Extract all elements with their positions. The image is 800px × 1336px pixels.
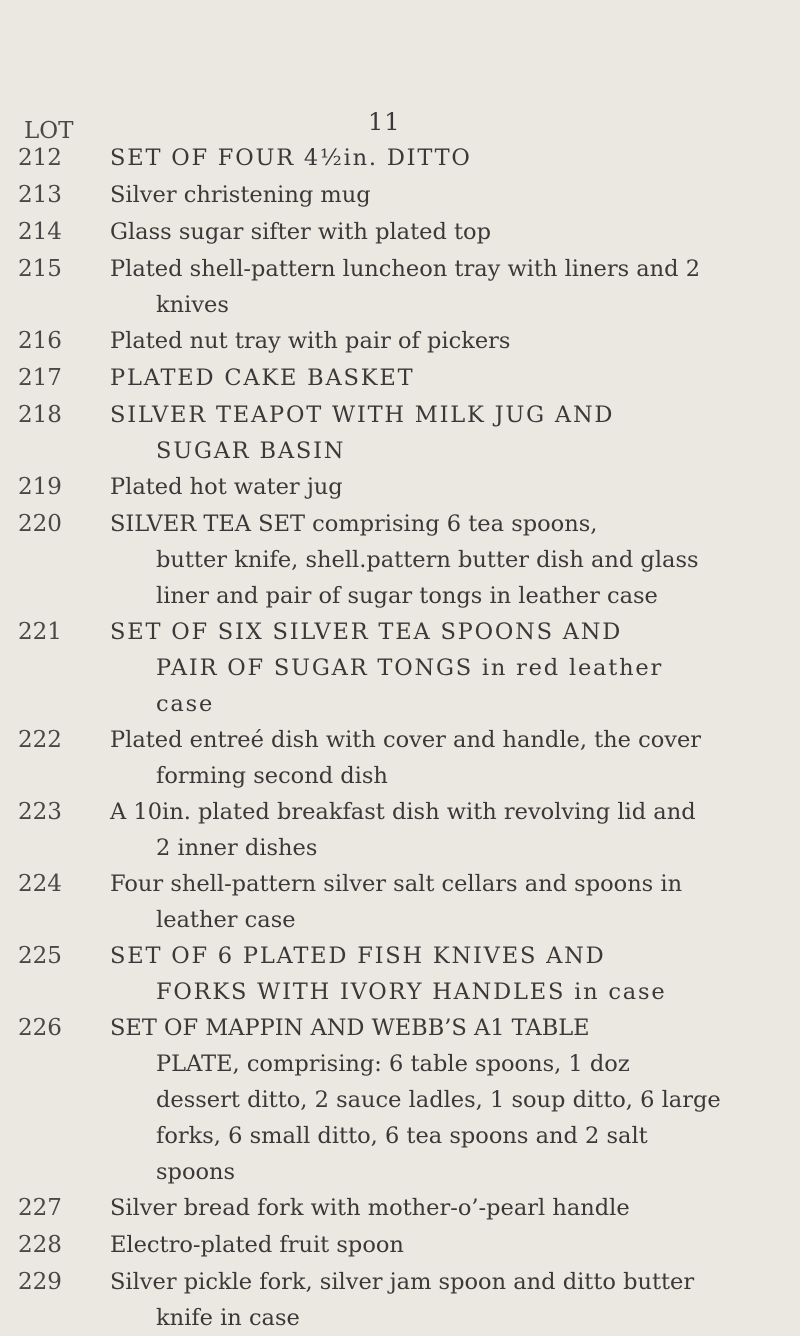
lot-entry [0,1264,800,1336]
lot-description [82,214,800,250]
lot-entry [0,938,800,1010]
lot-description [82,1264,800,1336]
lot-number: 220 [18,511,62,537]
lot-number: 226 [18,1015,62,1041]
lot-entry [0,866,800,938]
lot-number: 224 [18,871,62,897]
lot-entry [0,1010,800,1190]
lot-description [82,177,800,213]
lot-description [82,938,800,1010]
lot-number: 219 [18,474,62,500]
lot-description-line: case [156,691,215,717]
lot-description-line: butter knife, shell.pattern butter dish and glass [156,547,699,573]
lot-entry [0,1190,800,1227]
lot-number: 212 [18,145,62,171]
lot-number: 225 [18,943,62,969]
lot-description-line: dessert ditto, 2 sauce ladles, 1 soup ditto, 6 large [156,1087,721,1113]
lot-description-line: SUGAR BASIN [156,438,346,464]
lot-description [82,360,800,396]
lot-entry [0,140,800,177]
lot-description-line: FORKS WITH IVORY HANDLES in case [156,979,667,1005]
lot-number: 227 [18,1195,62,1221]
lot-description-line: Silver pickle fork, silver jam spoon and ditto butter [110,1269,695,1295]
lot-description [82,794,800,866]
lot-number: 213 [18,182,62,208]
lot-description-line: spoons [156,1159,236,1185]
lot-description-line: PAIR OF SUGAR TONGS in red leather [156,655,664,681]
lot-description-line: A 10in. plated breakfast dish with revolving lid and [110,799,696,825]
lot-description [82,251,800,323]
lot-list [0,140,800,1336]
lot-number: 217 [18,365,62,391]
lot-description-line: SILVER TEAPOT WITH MILK JUG AND [110,402,615,428]
lot-number: 214 [18,219,62,245]
lot-entry [0,794,800,866]
lot-description-line: Electro-plated fruit spoon [110,1232,404,1258]
lot-number: 229 [18,1269,62,1295]
lot-entry [0,469,800,506]
lot-description [82,614,800,722]
lot-description-line: leather case [156,907,296,933]
lot-description-line: Plated nut tray with pair of pickers [110,328,511,354]
lot-entry [0,251,800,323]
lot-number: 223 [18,799,62,825]
lot-description-line: SILVER TEA SET comprising 6 tea spoons, [110,511,598,537]
lot-description-line: liner and pair of sugar tongs in leather case [156,583,658,609]
lot-description-line: Plated entreé dish with cover and handle, the cover [110,727,702,753]
lot-description-line: Glass sugar sifter with plated top [110,219,491,245]
lot-number: 218 [18,402,62,428]
lot-entry [0,360,800,397]
lot-description-line: forks, 6 small ditto, 6 tea spoons and 2 salt [156,1123,648,1149]
lot-description [82,323,800,359]
lot-description [82,1010,800,1190]
lot-entry [0,614,800,722]
lot-description [82,1190,800,1226]
lot-number: 221 [18,619,62,645]
lot-number: 216 [18,328,62,354]
lot-description-line: PLATE, comprising: 6 table spoons, 1 doz [156,1051,630,1077]
lot-description-line: 2 inner dishes [156,835,318,861]
lot-description-line: knife in case [156,1305,300,1331]
lot-description-line: SET OF FOUR 4½in. DITTO [110,145,472,171]
lot-description-line: SET OF MAPPIN AND WEBB’S A1 TABLE [110,1015,590,1041]
lot-entry [0,397,800,469]
lot-description-line: SET OF 6 PLATED FISH KNIVES AND [110,943,606,969]
lot-description-line: Plated shell-pattern luncheon tray with liners and 2 [110,256,701,282]
lot-number: 222 [18,727,62,753]
lot-description-line: forming second dish [156,763,388,789]
lot-entry [0,323,800,360]
lot-column-header: LOT [24,118,74,144]
lot-description [82,1227,800,1263]
lot-description [82,866,800,938]
lot-entry [0,177,800,214]
lot-description [82,722,800,794]
lot-description-line: Silver bread fork with mother-o’-pearl handle [110,1195,630,1221]
lot-entry [0,506,800,614]
lot-number: 228 [18,1232,62,1258]
lot-description [82,397,800,469]
lot-description [82,506,800,614]
lot-entry [0,722,800,794]
lot-entry [0,1227,800,1264]
lot-description [82,469,800,505]
lot-description-line: SET OF SIX SILVER TEA SPOONS AND [110,619,623,645]
lot-description-line: PLATED CAKE BASKET [110,365,415,391]
page-number: 11 [368,108,401,136]
lot-entry [0,214,800,251]
lot-description [82,140,800,176]
lot-description-line: Silver christening mug [110,182,371,208]
lot-number: 215 [18,256,62,282]
lot-description-line: knives [156,292,229,318]
lot-description-line: Four shell-pattern silver salt cellars and spoons in [110,871,683,897]
lot-description-line: Plated hot water jug [110,474,343,500]
